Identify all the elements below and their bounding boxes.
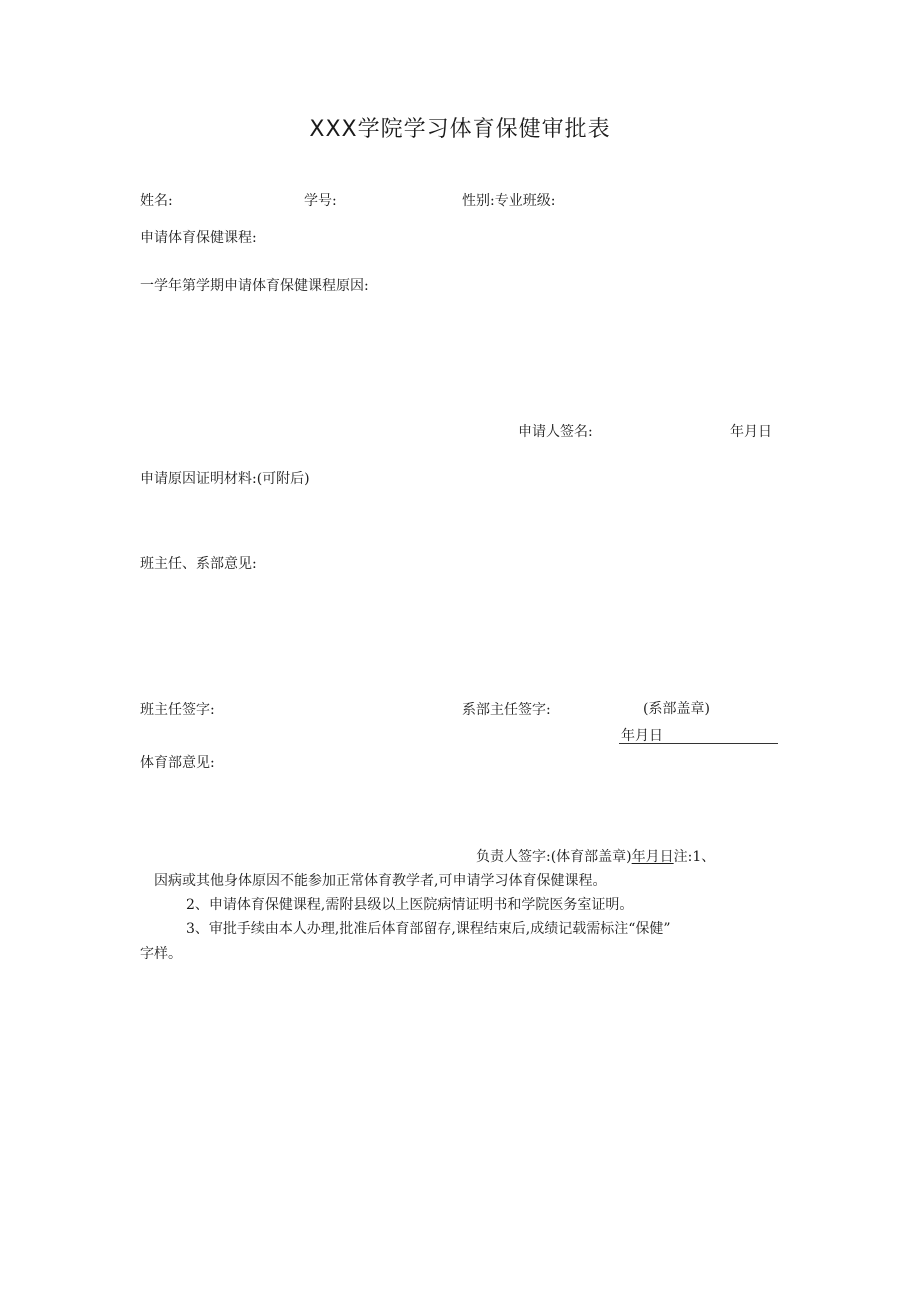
dept-date-underline (619, 743, 778, 744)
applicant-date-label: 年月日 (730, 424, 772, 440)
teacher-opinion-label: 班主任、系部意见: (140, 556, 257, 572)
note-2: 2、申请体育保健课程,需附县级以上医院病情证明书和学院医务室证明。 (186, 897, 634, 913)
pe-opinion-label: 体育部意见: (140, 755, 215, 771)
note-3: 3、审批手续由本人办理,批准后体育部留存,课程结束后,成绩记载需标注“保健” (186, 921, 671, 937)
note-prefix: 注:1、 (673, 849, 716, 865)
page-title: XXX学院学习体育保健审批表 (309, 117, 611, 142)
teacher-sign-label: 班主任签字: (140, 702, 215, 718)
dept-seal-label: (系部盖章) (643, 701, 710, 717)
note-3-continued: 字样。 (140, 946, 182, 962)
pe-sign-date: 年月日 (631, 849, 674, 865)
reason-label: 一学年第学期申请体育保健课程原因: (140, 278, 369, 294)
student-id-label: 学号: (304, 193, 337, 209)
dept-date-label: 年月日 (621, 728, 663, 744)
materials-label: 申请原因证明材料:(可附后) (140, 471, 310, 487)
applicant-signature-label: 申请人签名: (518, 424, 593, 440)
course-label: 申请体育保健课程: (140, 230, 257, 246)
gender-class-label: 性别:专业班级: (462, 193, 556, 209)
dept-sign-label: 系部主任签字: (462, 702, 551, 718)
note-1: 因病或其他身体原因不能参加正常体育教学者,可申请学习体育保健课程。 (154, 873, 607, 889)
name-label: 姓名: (140, 193, 173, 209)
pe-sign-label: 负责人签字:(体育部盖章) (476, 849, 632, 865)
pe-sign-line (476, 848, 715, 866)
